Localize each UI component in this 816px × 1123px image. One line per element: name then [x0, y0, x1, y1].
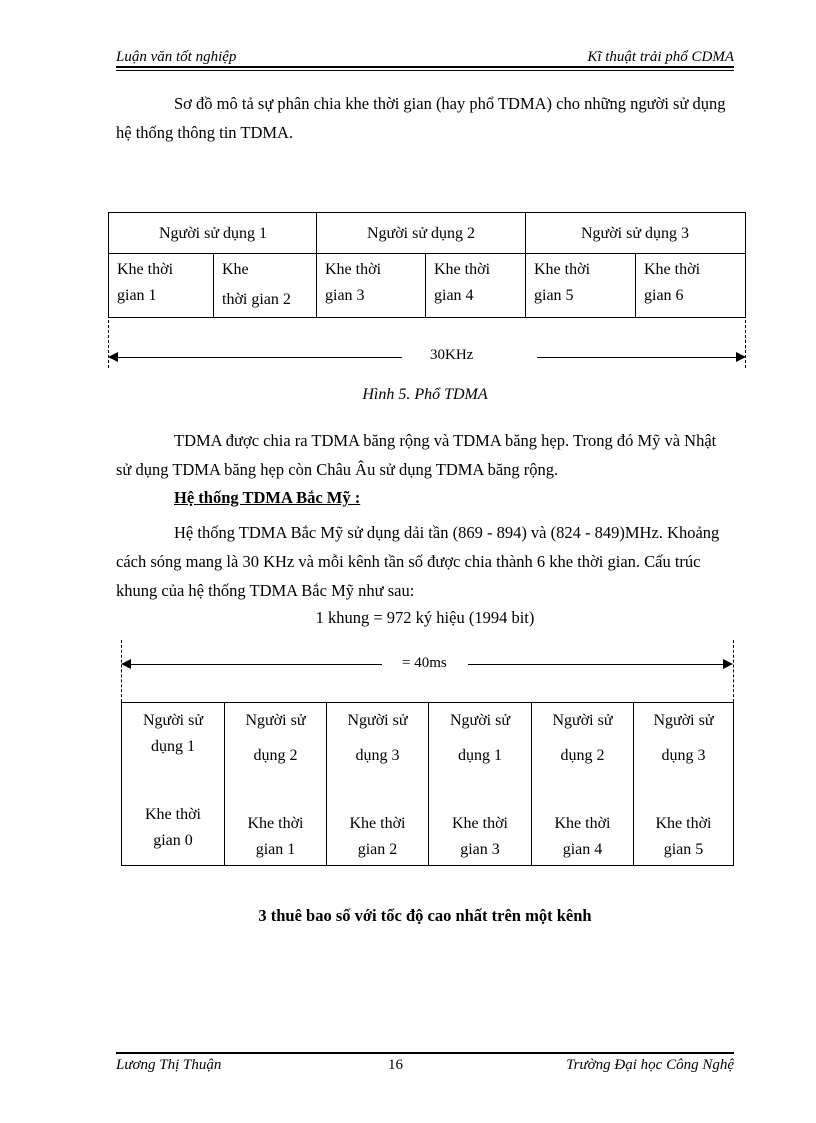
- slot-line1: Khe: [222, 261, 249, 278]
- frame-label: 1 khung = 972 ký hiệu (1994 bit): [315, 608, 535, 627]
- dimension-line: [116, 357, 402, 358]
- user-line1: Người sử: [245, 712, 306, 729]
- user-cell: Người sử dụng 2: [366, 225, 476, 242]
- dimension-dash-right: [733, 640, 734, 702]
- frame-slot-cell: [429, 703, 531, 865]
- frame-slot-cell: [634, 703, 733, 865]
- header-right: Kĩ thuật trải phổ CDMA: [587, 49, 734, 65]
- user-line1: Người sử: [449, 712, 511, 729]
- dimension-line: [537, 357, 737, 358]
- slot-line1: Khe thời: [349, 815, 406, 832]
- frame-slot-cell: [532, 703, 633, 865]
- slot-line2: gian 5: [663, 841, 704, 858]
- arrowhead-right-icon: [723, 659, 733, 669]
- user-line2: dụng 3: [355, 747, 400, 764]
- footer-rule: [116, 1052, 734, 1054]
- slot-line2: gian 4: [562, 841, 603, 858]
- user-row: [109, 213, 745, 254]
- slot-cell: [526, 254, 635, 318]
- slot-line2: gian 6: [644, 287, 684, 304]
- slot-cell: [214, 254, 317, 318]
- user-line1: Người sử: [142, 712, 204, 729]
- user-line1: Người sử: [347, 712, 408, 729]
- frame-slot-cell: [225, 703, 326, 865]
- slot-line1: Khe thời: [534, 261, 591, 278]
- slot-line2: gian 2: [357, 841, 398, 858]
- arrowhead-right-icon: [736, 352, 746, 362]
- user-line2: dụng 1: [151, 738, 195, 755]
- slot-cell: [636, 254, 745, 318]
- user-line2: dụng 3: [661, 747, 706, 764]
- duration-label: = 40ms: [402, 655, 447, 671]
- slot-line1: Khe thời: [325, 261, 382, 278]
- paragraph: TDMA được chia ra TDMA băng rộng và TDMA băng hẹp. Trong đó Mỹ và Nhật sử dụng TDMA băng hẹp còn Châu Âu sử dụng TDMA băng rộng.: [116, 431, 717, 479]
- user-line1: Người sử: [552, 712, 613, 729]
- user-line2: dụng 1: [458, 747, 502, 764]
- slot-line1: Khe thời: [247, 815, 304, 832]
- header-left: Luận văn tốt nghiệp: [116, 49, 237, 65]
- slot-line2: thời gian 2: [222, 291, 291, 308]
- slot-line2: gian 0: [153, 832, 193, 849]
- slot-cell: [317, 254, 425, 318]
- header-rule-thin: [116, 70, 734, 71]
- user-line2: dụng 2: [560, 747, 605, 764]
- bold-statement: 3 thuê bao số với tốc độ cao nhất trên một kênh: [258, 906, 592, 925]
- footer-institution: Trường Đại học Công Nghệ: [566, 1057, 734, 1073]
- footer-author: Lương Thị Thuận: [116, 1057, 222, 1073]
- slot-line1: Khe thời: [451, 815, 508, 832]
- slot-line2: gian 3: [325, 287, 365, 304]
- dimension-line: [129, 664, 382, 665]
- frame-slot-cell: [327, 703, 428, 865]
- intro-paragraph: Sơ đồ mô tả sự phân chia khe thời gian (hay phổ TDMA) cho những người sử dụng hệ thống thông tin TDMA.: [116, 94, 726, 142]
- slot-line1: Khe thời: [554, 815, 611, 832]
- page-number: 16: [388, 1057, 403, 1073]
- user-cell: Người sử dụng 3: [580, 225, 690, 242]
- bandwidth-label: 30KHz: [430, 347, 474, 363]
- paragraph: Hệ thống TDMA Bắc Mỹ sử dụng dải tần (869 - 894) và (824 - 849)MHz. Khoảng cách sóng mang là 30 KHz và mỗi kênh tần số được chia thành 6 khe thời gian. Cấu trúc khung của hệ thống TDMA Bắc Mỹ như sau:: [116, 523, 720, 600]
- slot-cell: [109, 254, 213, 318]
- slot-line1: Khe thời: [117, 261, 174, 278]
- slot-line1: Khe thời: [144, 806, 201, 823]
- slot-line2: gian 1: [117, 287, 157, 304]
- user-line1: Người sử: [653, 712, 714, 729]
- slot-line2: gian 1: [255, 841, 296, 858]
- section-heading: Hệ thống TDMA Bắc Mỹ :: [174, 488, 361, 507]
- slot-line2: gian 5: [534, 287, 574, 304]
- slot-line2: gian 4: [434, 287, 474, 304]
- tdma-frame-table: [121, 702, 734, 866]
- slot-line1: Khe thời: [644, 261, 701, 278]
- header-rule: [116, 66, 734, 68]
- dimension-dash-left: [121, 640, 122, 702]
- dimension-line: [468, 664, 725, 665]
- slot-cell: [426, 254, 525, 318]
- slot-line2: gian 3: [460, 841, 500, 858]
- frame-slot-cell: [122, 703, 224, 865]
- tdma-spectrum-table: [108, 212, 746, 318]
- user-line2: dụng 2: [253, 747, 298, 764]
- user-cell: Người sử dụng 1: [158, 225, 268, 242]
- figure-caption: Hình 5. Phổ TDMA: [362, 386, 488, 403]
- slot-line1: Khe thời: [655, 815, 712, 832]
- slot-line1: Khe thời: [434, 261, 491, 278]
